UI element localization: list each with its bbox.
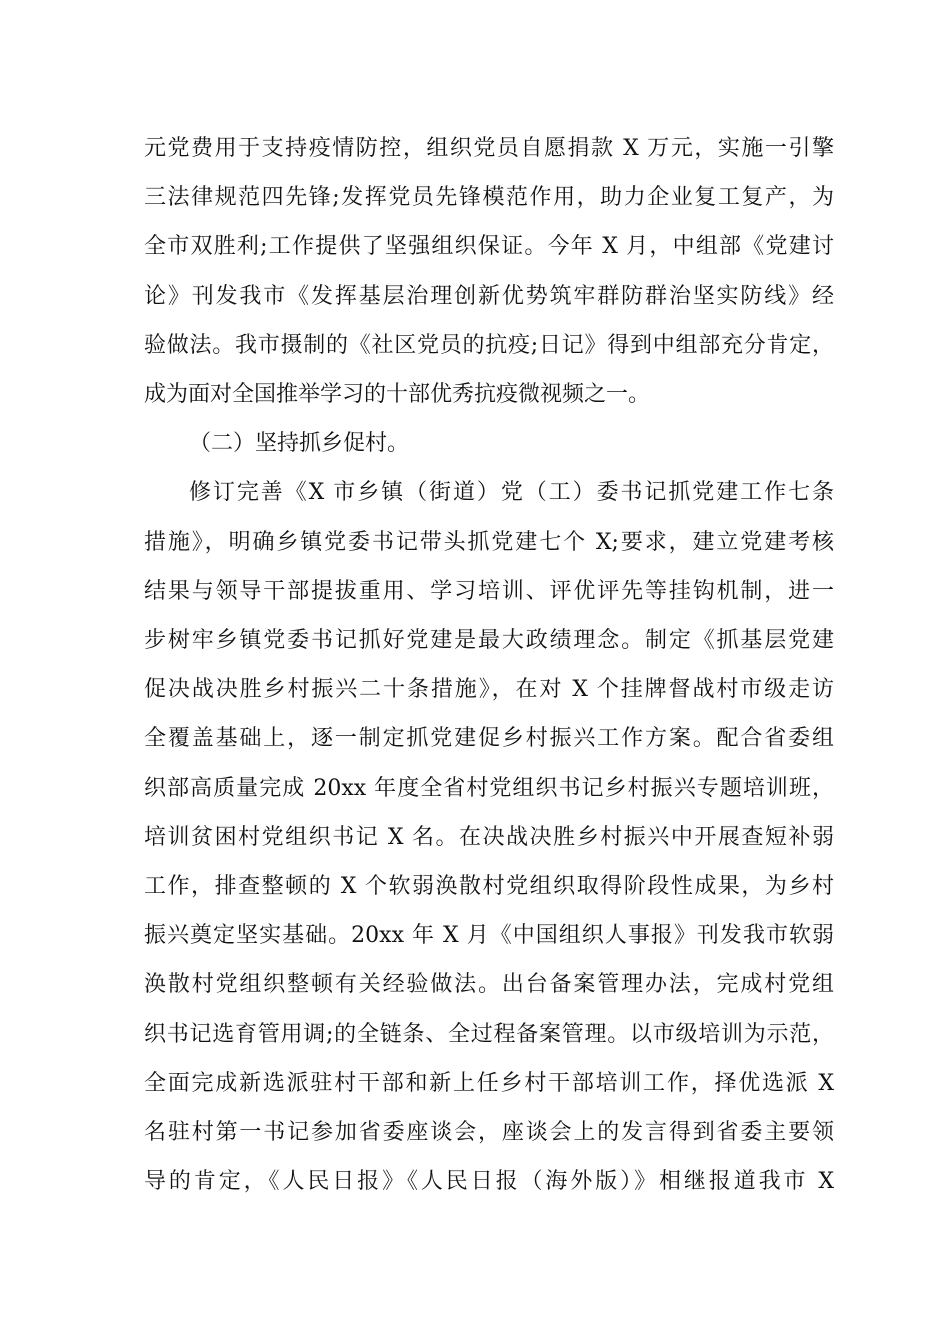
text-line: 全市双胜利;工作提供了坚强组织保证。今年 X 月，中组部《党建讨 (144, 234, 834, 259)
text-line: 全面完成新选派驻村干部和新上任乡村干部培训工作，择优选派 X (144, 1071, 834, 1096)
text-line: 结果与领导干部提拔重用、学习培训、评优评先等挂钩机制，进一 (144, 579, 834, 604)
text-line: 培训贫困村党组织书记 X 名。在决战决胜乡村振兴中开展查短补弱 (144, 825, 834, 850)
text-line: 论》刊发我市《发挥基层治理创新优势筑牢群防群治坚实防线》经 (144, 284, 834, 309)
text-line: 织书记选育管用调;的全链条、全过程备案管理。以市级培训为示范， (144, 1022, 834, 1047)
text-line: 振兴奠定坚实基础。20xx 年 X 月《中国组织人事报》刊发我市软弱 (144, 923, 834, 948)
text-line: 元党费用于支持疫情防控，组织党员自愿捐款 X 万元，实施一引擎 (144, 136, 834, 161)
text-line: 名驻村第一书记参加省委座谈会，座谈会上的发言得到省委主要领 (144, 1120, 834, 1145)
text-line: 全覆盖基础上，逐一制定抓党建促乡村振兴工作方案。配合省委组 (144, 726, 834, 751)
text-line: 步树牢乡镇党委书记抓好党建是最大政绩理念。制定《抓基层党建 (144, 628, 834, 653)
text-line: 工作，排查整顿的 X 个软弱涣散村党组织取得阶段性成果，为乡村 (144, 874, 834, 899)
text-line: 促决战决胜乡村振兴二十条措施》，在对 X 个挂牌督战村市级走访 (144, 677, 834, 702)
text-line: 验做法。我市摄制的《社区党员的抗疫;日记》得到中组部充分肯定， (144, 333, 834, 358)
text-line: 三法律规范四先锋;发挥党员先锋模范作用，助力企业复工复产，为 (144, 185, 834, 210)
text-line: （二）坚持抓乡促村。 (189, 431, 410, 456)
text-line: 修订完善《X 市乡镇（街道）党（工）委书记抓党建工作七条 (189, 480, 834, 505)
text-line: 措施》，明确乡镇党委书记带头抓党建七个 X;要求，建立党建考核 (144, 530, 834, 555)
text-line: 成为面对全国推举学习的十部优秀抗疫微视频之一。 (144, 382, 651, 407)
text-line: 导的肯定，《人民日报》《人民日报（海外版）》相继报道我市 X (144, 1169, 834, 1194)
text-line: 涣散村党组织整顿有关经验做法。出台备案管理办法，完成村党组 (144, 972, 834, 997)
text-line: 织部高质量完成 20xx 年度全省村党组织书记乡村振兴专题培训班， (144, 776, 834, 801)
